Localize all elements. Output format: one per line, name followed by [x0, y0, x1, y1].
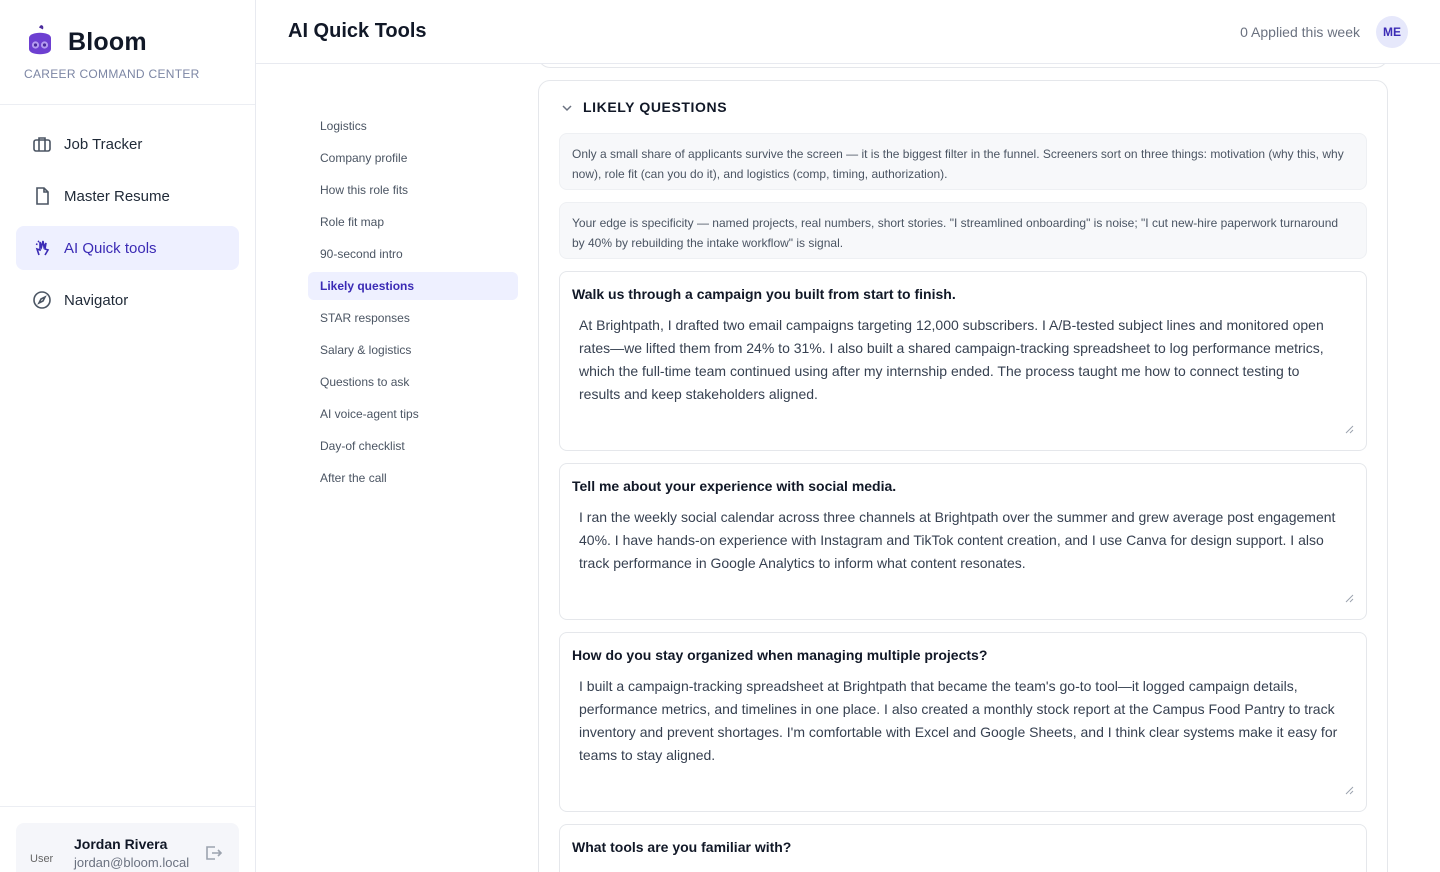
question-card: [559, 632, 1367, 812]
answer-textarea[interactable]: I ran the weekly social calendar across three channels at Brightpath over the summer and grew average post engagement 40%. I have hands-on experience with Instagram and TikTok content creation, and I use Canva for design support. I also track performance in Google Analytics to inform what content resonates.: [579, 509, 1336, 571]
page-title: AI Quick Tools: [288, 20, 427, 42]
toc-item-questions-to-ask[interactable]: Questions to ask: [320, 375, 410, 389]
toc-item-after-the-call[interactable]: After the call: [320, 471, 387, 485]
nav-label: Master Resume: [64, 187, 170, 205]
compass-icon: [32, 290, 52, 310]
toc-item-role-fits[interactable]: How this role fits: [320, 183, 409, 197]
likely-questions-panel: [538, 80, 1388, 872]
nav-item-navigator[interactable]: [16, 278, 239, 322]
toc-item-company-profile[interactable]: Company profile: [320, 151, 408, 165]
question-title: Walk us through a campaign you built from start to finish.: [572, 286, 956, 302]
tip-note: Only a small share of applicants survive the screen — it is the biggest filter in the funnel. Screeners sort on three things: motivation (why this, why now), role fit (can you do it), and logistics (comp, timing, authorization).: [559, 133, 1367, 190]
question-title: How do you stay organized when managing multiple projects?: [572, 647, 988, 663]
main-content: [256, 64, 1440, 872]
answer-textarea[interactable]: I built a campaign-tracking spreadsheet at Brightpath that became the team's go-to tool—it logged campaign details, performance metrics, and timelines in one place. I also created a monthly stock report at the Campus Food Pantry to track inventory and prevent shortages. I'm comfortable with Excel and Google Sheets, and I think clear systems make it easy for teams to stay aligned.: [579, 678, 1338, 763]
question-card: [559, 463, 1367, 620]
briefcase-icon: [32, 134, 52, 154]
resize-handle-icon[interactable]: [1344, 421, 1354, 431]
question-card: [559, 824, 1367, 872]
toc-item-likely-questions[interactable]: Likely questions: [308, 272, 518, 300]
brand-subtitle: CAREER COMMAND CENTER: [24, 67, 200, 81]
nav-item-ai-quick-tools[interactable]: [16, 226, 239, 270]
question-card: [559, 271, 1367, 451]
main-nav: [0, 105, 255, 347]
section-header[interactable]: [561, 99, 727, 115]
toc-item-star-responses[interactable]: STAR responses: [320, 311, 410, 325]
sidebar: [0, 0, 256, 872]
sidebar-footer: [0, 806, 255, 872]
resize-handle-icon[interactable]: [1344, 782, 1354, 792]
user-email: jordan@bloom.local: [74, 855, 190, 870]
bloom-logo-icon: [24, 24, 56, 60]
answer-textarea[interactable]: At Brightpath, I drafted two email campaigns targeting 12,000 subscribers. I A/B-tested subject lines and monitored open rates—we lifted them from 24% to 31%. I also built a shared campaign-tracking spreadsheet to log performance metrics, which the full-time team continued using after my internship ended. The process taught me how to connect testing to results and keep stakeholders aligned.: [579, 317, 1324, 402]
toc-item-voice-agent-tips[interactable]: AI voice-agent tips: [320, 407, 419, 421]
user-name: Jordan Rivera: [74, 836, 168, 852]
brand-name: Bloom: [68, 27, 147, 56]
toc-item-day-of-checklist[interactable]: Day-of checklist: [320, 439, 405, 453]
applied-count: 0 Applied this week: [1240, 24, 1360, 40]
section-toc: [308, 112, 518, 496]
toc-item-logistics[interactable]: Logistics: [320, 119, 367, 133]
toc-item-salary-logistics[interactable]: Salary & logistics: [320, 343, 412, 357]
nav-label: Navigator: [64, 291, 129, 309]
question-title: What tools are you familiar with?: [572, 839, 792, 855]
chevron-down-icon[interactable]: [561, 101, 573, 113]
nav-item-master-resume[interactable]: [16, 174, 239, 218]
document-icon: [32, 186, 52, 206]
resize-handle-icon[interactable]: [1344, 590, 1354, 600]
nav-label: AI Quick tools: [64, 239, 157, 257]
avatar: User: [30, 853, 54, 865]
nav-label: Job Tracker: [64, 135, 143, 153]
nav-item-job-tracker[interactable]: [16, 122, 239, 166]
question-title: Tell me about your experience with social media.: [572, 478, 897, 494]
previous-section-card: [538, 64, 1388, 68]
top-header: [256, 0, 1440, 64]
avatar-initials[interactable]: ME: [1376, 16, 1408, 48]
section-title: LIKELY QUESTIONS: [583, 99, 728, 115]
toc-item-intro[interactable]: 90-second intro: [320, 247, 403, 261]
toc-item-role-fit-map[interactable]: Role fit map: [320, 215, 385, 229]
tip-note: Your edge is specificity — named projects, real numbers, short stories. "I streamlined onboarding" is noise; "I cut new-hire paperwork turnaround by 40% by rebuilding the intake workflow" is signal.: [559, 202, 1367, 259]
logout-icon[interactable]: [203, 843, 223, 863]
user-card: [16, 823, 239, 872]
sparkle-hand-icon: [32, 238, 52, 258]
brand-header: [0, 0, 255, 105]
